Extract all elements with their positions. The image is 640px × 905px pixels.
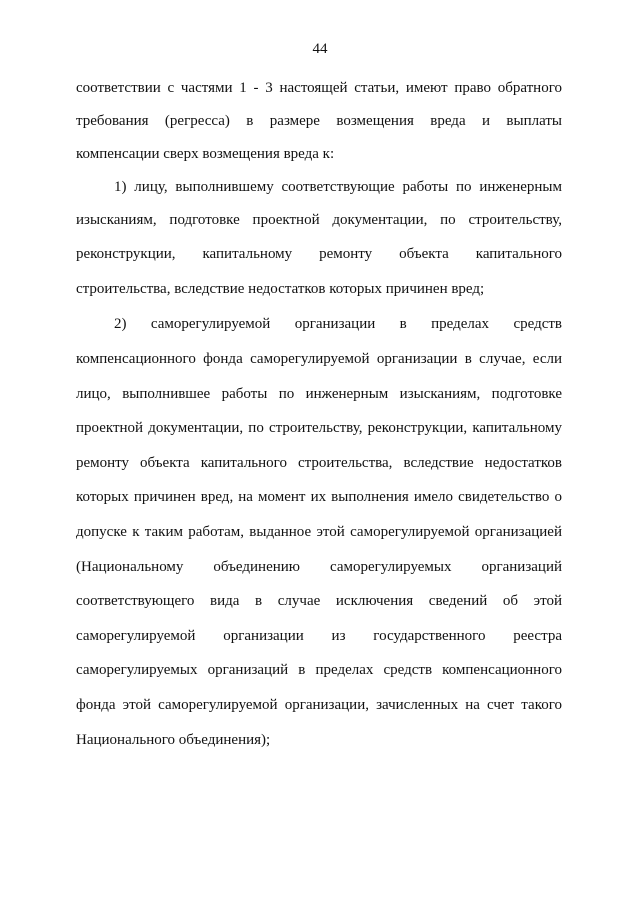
text-line: соответствующего вида в случае исключения сведений об этой	[76, 593, 562, 609]
text-line: проектной документации, по строительству, реконструкции, капитальному	[76, 420, 562, 436]
text-line: (Национальному объединению саморегулируемых организаций	[76, 559, 562, 575]
text-line: компенсации сверх возмещения вреда к:	[76, 146, 335, 162]
text-line: строительства, вследствие недостатков которых причинен вред;	[76, 281, 485, 297]
text-line: фонда этой саморегулируемой организации, зачисленных на счет такого	[76, 697, 562, 713]
text-line: которых причинен вред, на момент их выполнения имело свидетельство о	[76, 489, 562, 505]
text-line: саморегулируемой организации из государственного реестра	[76, 628, 562, 644]
text-line: соответствии с частями 1 - 3 настоящей статьи, имеют право обратного	[76, 80, 562, 96]
text-line: лицо, выполнившее работы по инженерным изысканиям, подготовке	[76, 386, 562, 402]
text-line: изысканиям, подготовке проектной документации, по строительству,	[76, 212, 562, 228]
text-line: допуске к таким работам, выданное этой саморегулируемой организацией	[76, 524, 562, 540]
text-line: компенсационного фонда саморегулируемой организации в случае, если	[76, 351, 562, 367]
text-line: саморегулируемых организаций в пределах средств компенсационного	[76, 662, 562, 678]
text-line: 2) саморегулируемой организации в пределах средств	[114, 316, 562, 332]
text-line: ремонту объекта капитального строительства, вследствие недостатков	[76, 455, 562, 471]
text-line: требования (регресса) в размере возмещения вреда и выплаты	[76, 113, 562, 129]
page-number: 44	[312, 41, 328, 57]
text-line: 1) лицу, выполнившему соответствующие работы по инженерным	[114, 179, 562, 195]
text-line: реконструкции, капитальному ремонту объекта капитального	[76, 246, 562, 262]
text-line: Национального объединения);	[76, 732, 271, 748]
